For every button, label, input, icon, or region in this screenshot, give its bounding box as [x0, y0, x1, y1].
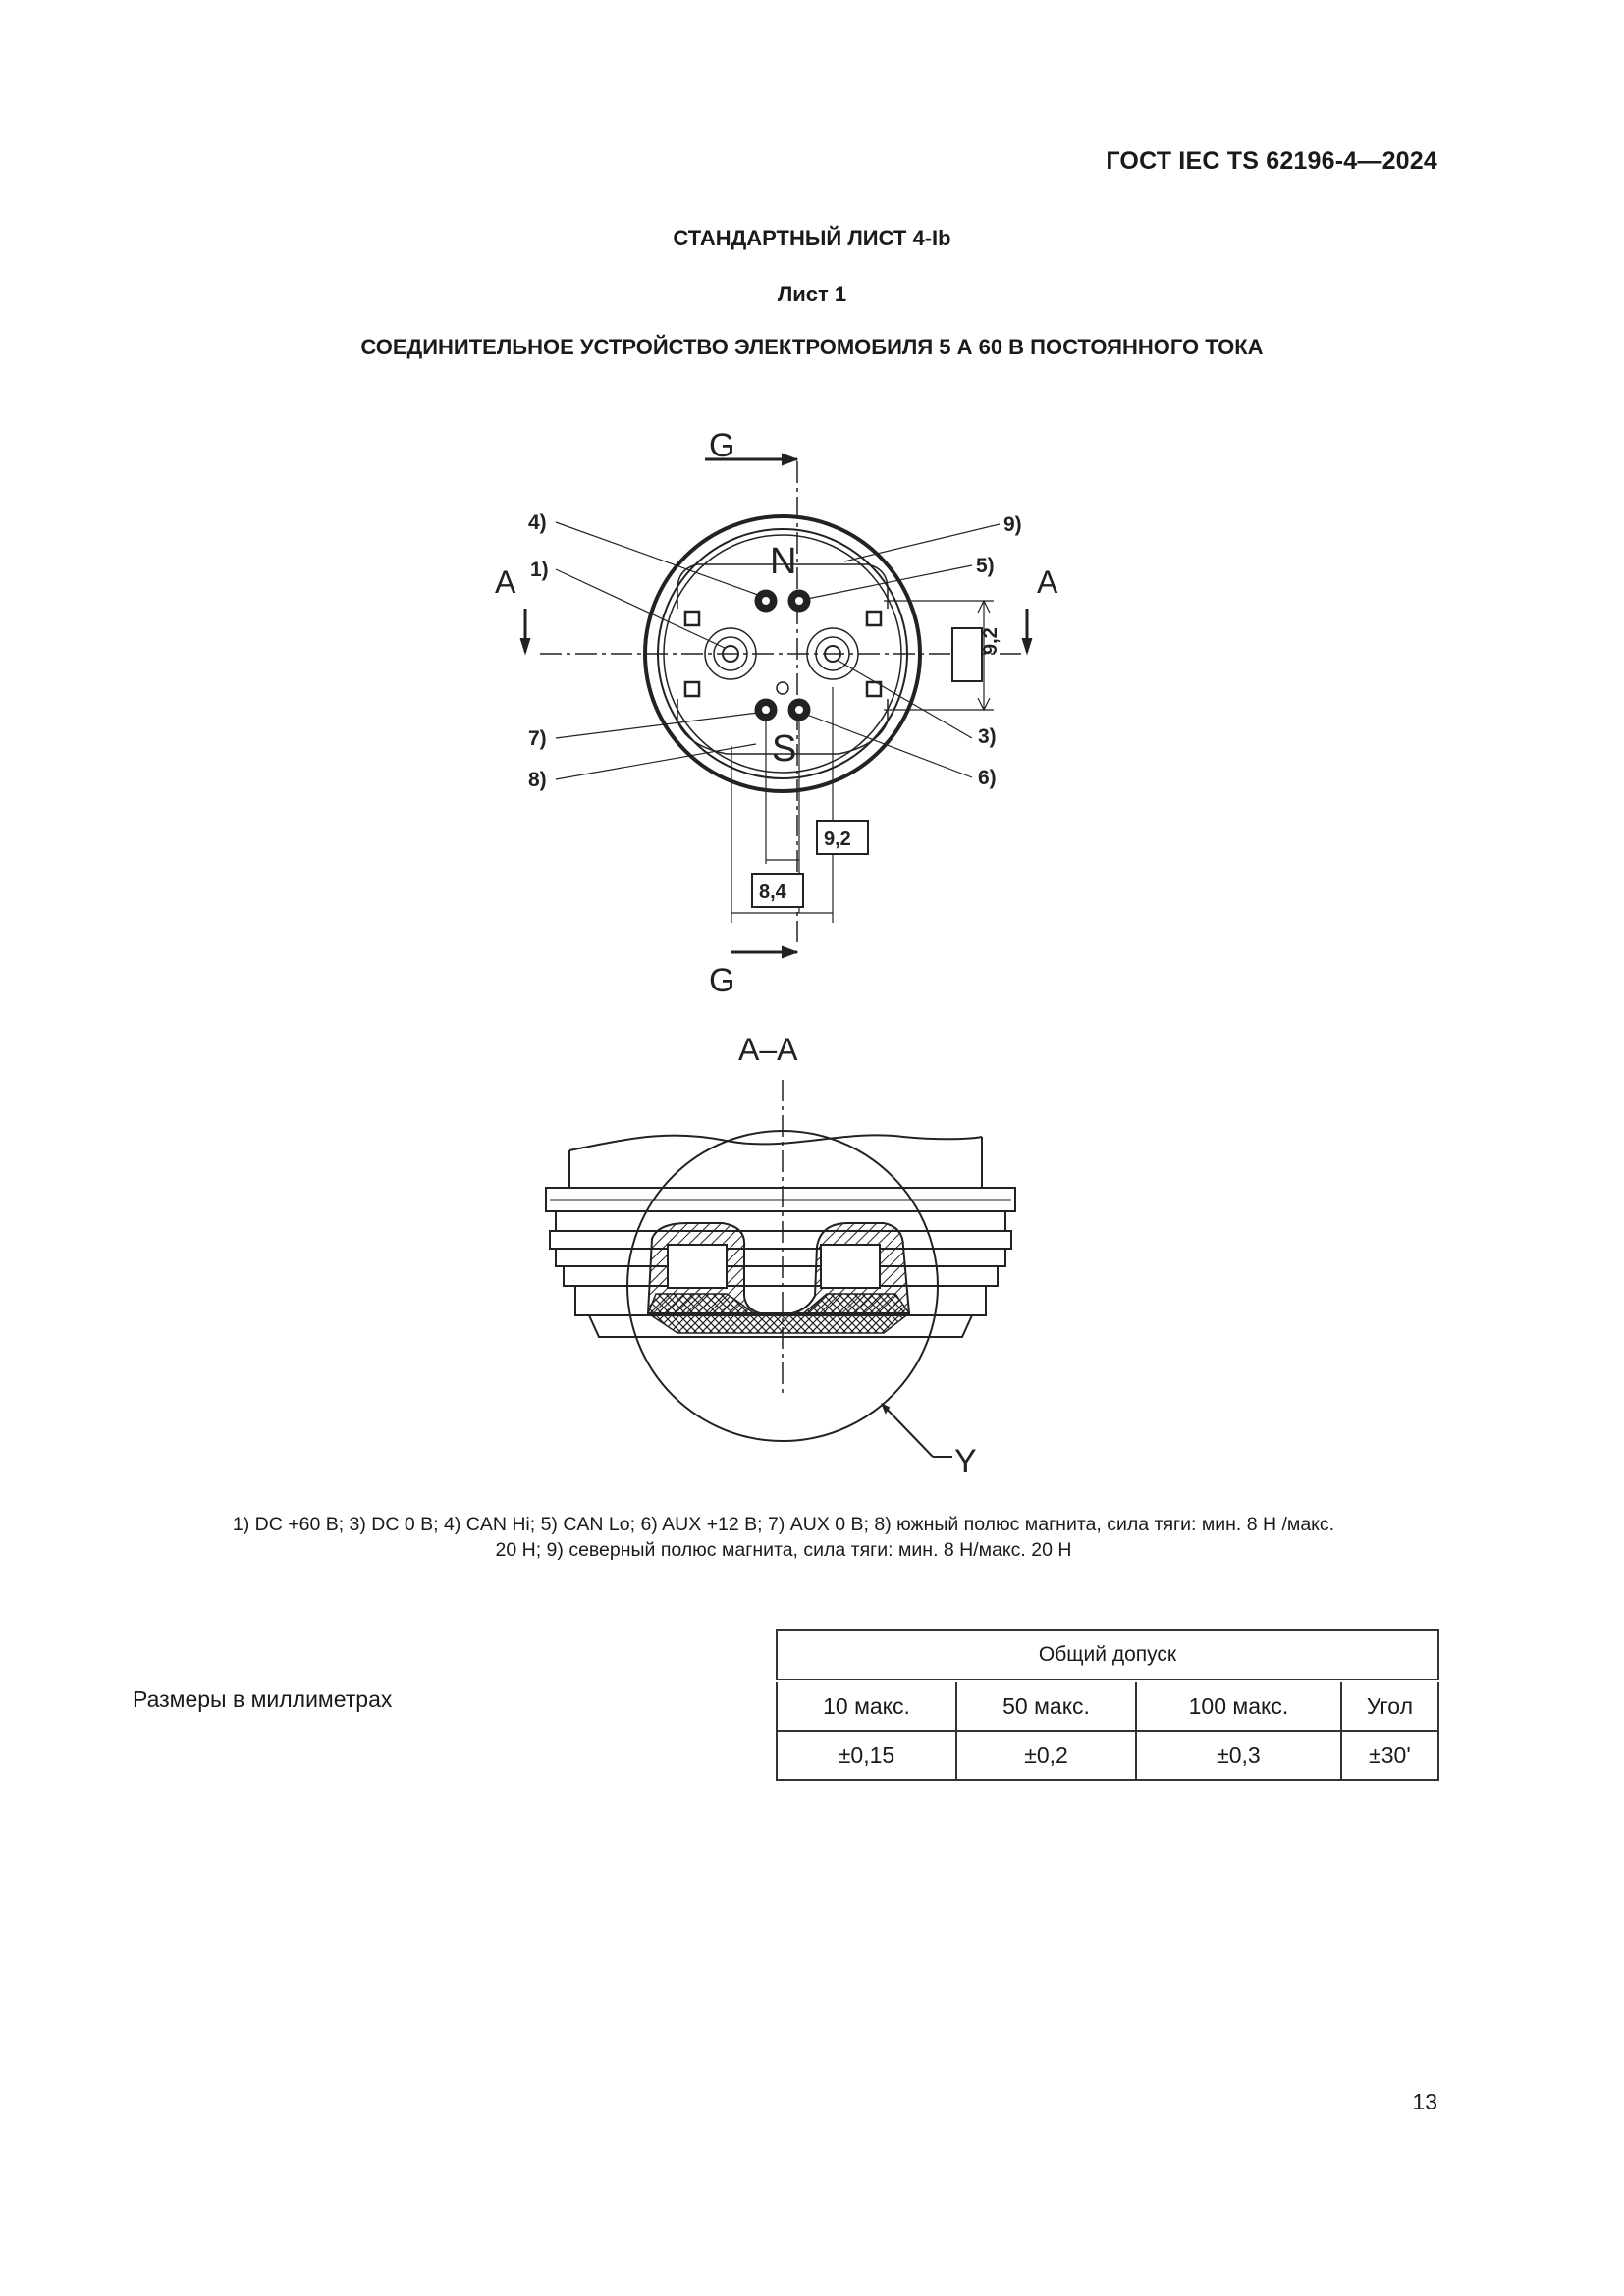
- main-title: СОЕДИНИТЕЛЬНОЕ УСТРОЙСТВО ЭЛЕКТРОМОБИЛЯ 5 А 60 В ПОСТОЯННОГО ТОКА: [360, 335, 1264, 359]
- callout-9: 9): [1003, 513, 1022, 536]
- guide-slot: [685, 612, 699, 625]
- callout-4: 4): [528, 511, 547, 534]
- north-pole-letter: N: [770, 541, 797, 582]
- section-title: A–A: [738, 1032, 798, 1067]
- sheet-title: СТАНДАРТНЫЙ ЛИСТ 4-Ib: [673, 226, 951, 250]
- connector-drawing-svg: [432, 412, 1058, 1531]
- callout-8: 8): [528, 769, 547, 791]
- dimension-9-2-vertical: 9,2: [980, 627, 1001, 655]
- footnote-line-1: 1) DC +60 В; 3) DC 0 В; 4) CAN Hi; 5) CAN Lo; 6) AUX +12 В; 7) AUX 0 В; 8) южный полюс магнита, сила тяги: мин. 8 Н /макс.: [232, 1514, 1335, 1535]
- footnote-line-2: 20 Н; 9) северный полюс магнита, сила тяги: мин. 8 Н/макс. 20 Н: [495, 1539, 1072, 1561]
- page-subtitle: Лист 1: [777, 282, 847, 306]
- units-note: Размеры в миллиметрах: [133, 1686, 393, 1712]
- tolerance-table: [776, 1629, 1439, 1781]
- tolerance-value: ±0,2: [956, 1731, 1136, 1780]
- callout-1: 1): [530, 559, 549, 581]
- tolerance-header: 50 макс.: [956, 1681, 1136, 1731]
- callout-3: 3): [978, 725, 997, 748]
- callout-6: 6): [978, 767, 997, 789]
- dimension-8-4: 8,4: [759, 881, 786, 903]
- section-view: [546, 1080, 1015, 1457]
- callout-7: 7): [528, 727, 547, 750]
- section-mark-a-right: A: [1037, 564, 1058, 600]
- tolerance-header: 10 макс.: [777, 1681, 956, 1731]
- tolerance-value: ±0,3: [1136, 1731, 1341, 1780]
- callout-5: 5): [976, 555, 995, 577]
- signal-pins: [756, 591, 809, 720]
- dimension-9-2-horizontal: 9,2: [824, 828, 851, 850]
- detail-label: Y: [954, 1443, 977, 1480]
- tolerance-value: ±30': [1341, 1731, 1438, 1780]
- tolerance-header: Угол: [1341, 1681, 1438, 1731]
- tolerance-table-title: Общий допуск: [777, 1630, 1438, 1681]
- tolerance-header: 100 макс.: [1136, 1681, 1341, 1731]
- guide-slot: [685, 682, 699, 696]
- page-number: 13: [1412, 2089, 1437, 2114]
- section-mark-g-bottom: G: [709, 962, 735, 999]
- pin-assignment-footnote: [116, 1512, 1451, 1563]
- tolerance-value: ±0,15: [777, 1731, 956, 1780]
- section-mark-a-left: A: [495, 564, 516, 600]
- guide-slot: [867, 612, 881, 625]
- south-pole-letter: S: [772, 728, 797, 770]
- document-header: ГОСТ IEC TS 62196-4—2024: [1106, 147, 1437, 175]
- section-mark-g-top: G: [709, 427, 735, 464]
- technical-drawing: [432, 412, 1058, 1531]
